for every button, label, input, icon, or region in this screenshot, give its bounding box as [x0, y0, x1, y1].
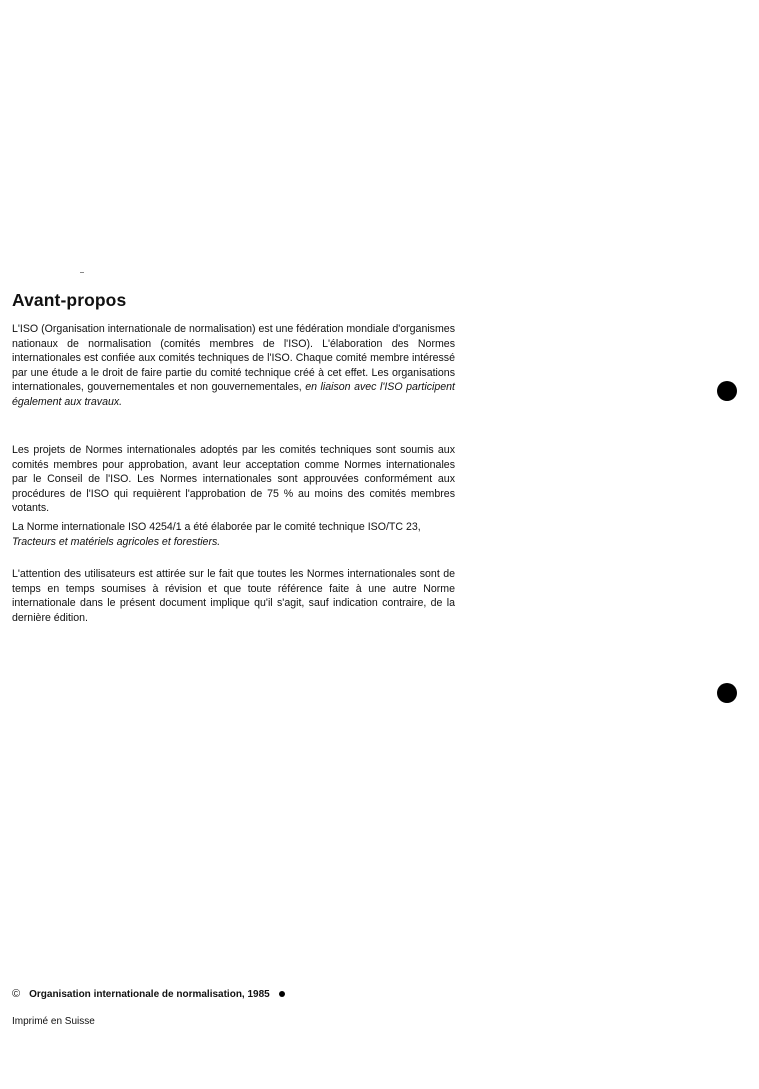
paragraph-1-text: L'ISO (Organisation internationale de normalisation) est une fédération mondiale d'organismes nationaux de normalisation (comités membres de l'ISO). L'élaboration des Normes internationales est confiée aux comités techniques de l'ISO. Chaque comité membre intéressé par une étude a le droit de faire partie du comité technique créé à cet effet. Les organisations internationales, gouvernementales et non gouvernementales, [12, 323, 455, 394]
copyright-icon: © [12, 988, 21, 1000]
printed-in: Imprimé en Suisse [12, 1016, 95, 1027]
paragraph-2: Les projets de Normes internationales adoptés par les comités techniques sont soumis aux comités membres pour approbation, avant leur acceptation comme Normes internationales par le Conseil de l'ISO. Les Normes internationales sont approuvées conformément aux procédures de l'ISO qui requièrent l'approbation de 75 % au moins des comités membres votants. [12, 444, 455, 515]
punch-hole-mark [717, 683, 737, 703]
paragraph-1 [12, 322, 455, 410]
copyright-line [12, 988, 285, 1000]
paragraph-3-text: La Norme internationale ISO 4254/1 a été élaborée par le comité technique ISO/TC 23, [12, 521, 421, 533]
copyright-organisation: Organisation internationale de normalisation, 1985 [29, 988, 270, 1000]
paragraph-3-italic: Tracteurs et matériels agricoles et forestiers. [12, 535, 221, 548]
punch-hole-mark [717, 381, 737, 401]
page-title: Avant-propos [12, 290, 127, 310]
scan-speck [80, 272, 84, 273]
bullet-icon [279, 991, 285, 997]
paragraph-4: L'attention des utilisateurs est attirée sur le fait que toutes les Normes internationales sont de temps en temps soumises à révision et que toute référence faite à une autre Norme internationale dans le présent document implique qu'il s'agit, sauf indication contraire, de la dernière édition. [12, 568, 455, 624]
paragraph-3 [12, 520, 455, 549]
paragraph-1-italic: en liaison avec l'ISO participent également aux travaux. [12, 381, 455, 408]
